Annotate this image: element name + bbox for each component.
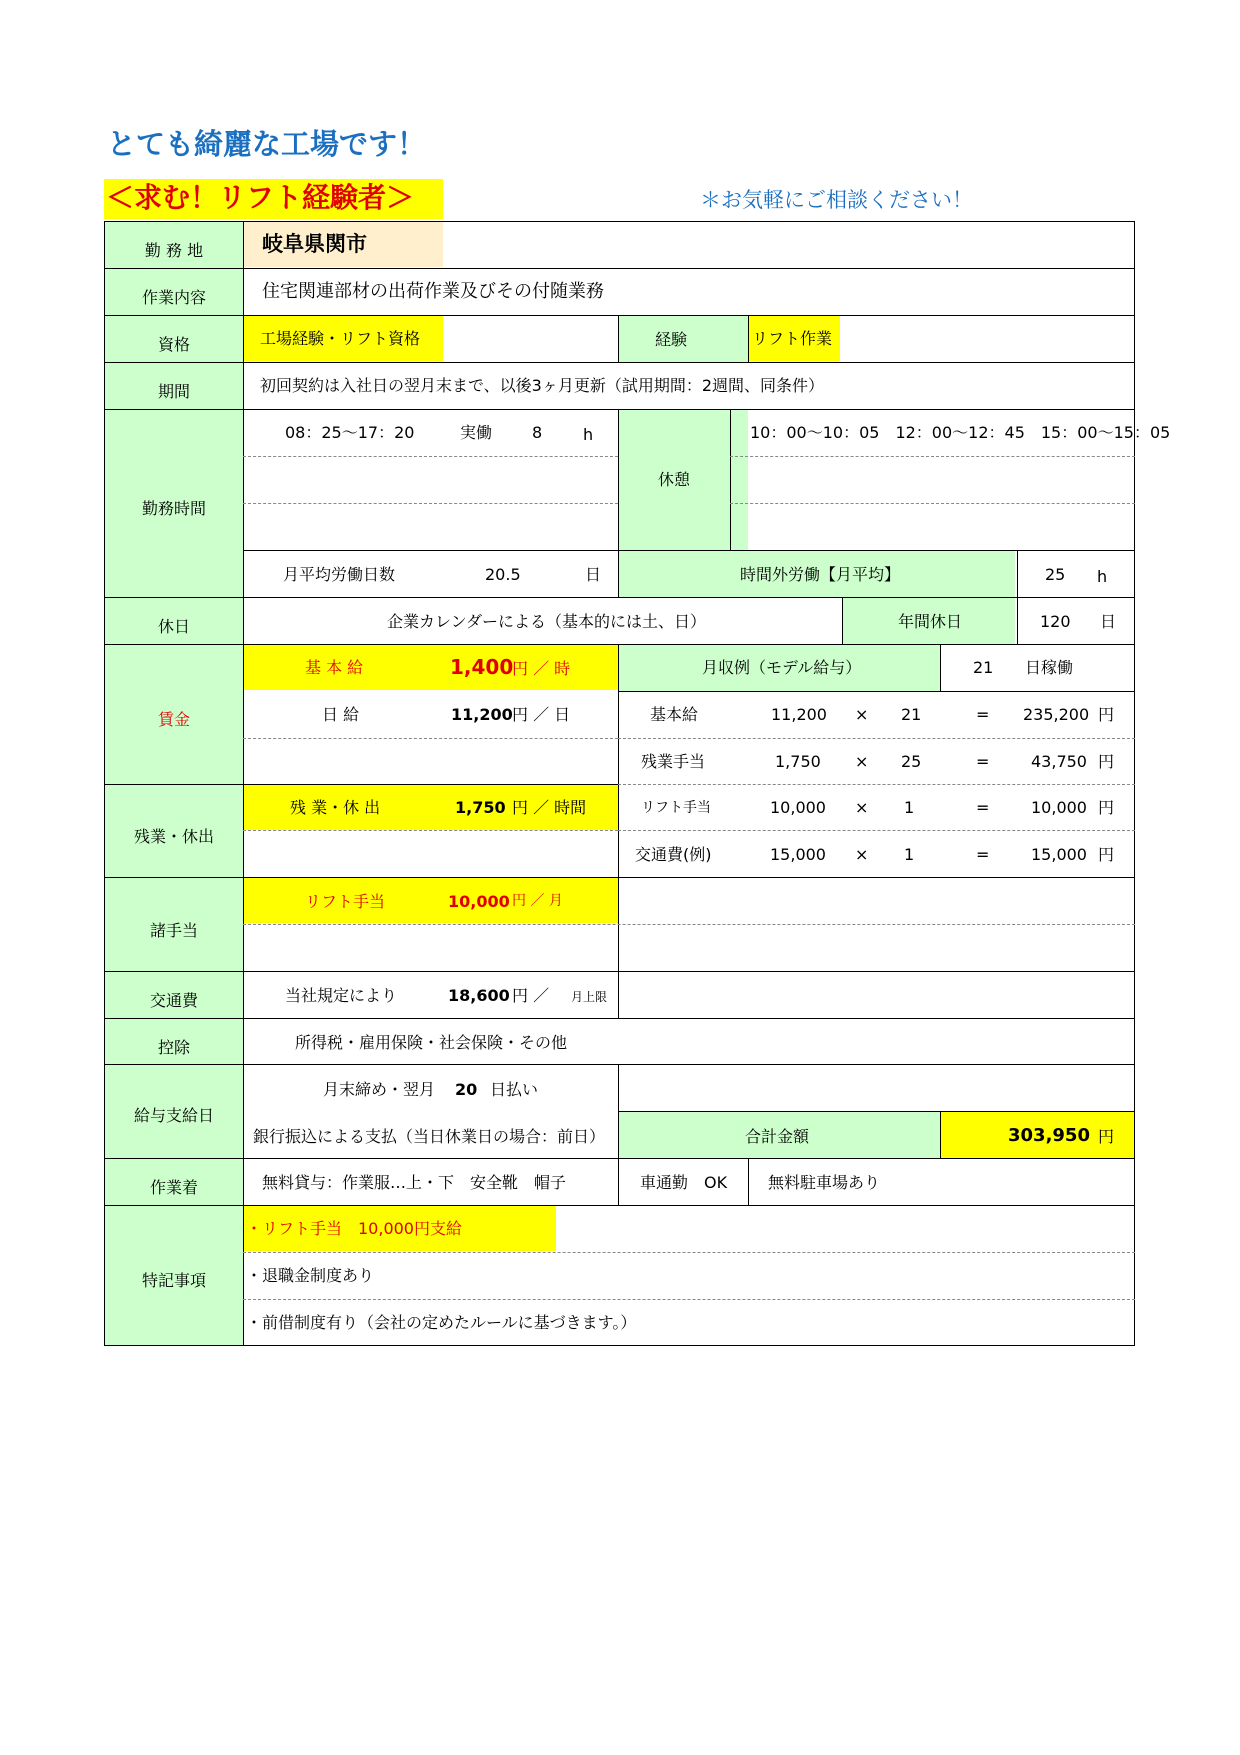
- daily-pay-label: 日 給: [322, 705, 360, 724]
- lift-allowance-unit: 円 ／ 月: [512, 893, 563, 909]
- recruit-banner: ＜求む！リフト経験者＞: [106, 181, 415, 214]
- label-overtime-holiday: 残業・休出: [133, 827, 214, 846]
- model-days: 21: [973, 658, 994, 677]
- payday-text-a: 月末締め・翌月: [323, 1080, 436, 1099]
- payday-day: 20: [455, 1080, 478, 1099]
- overtime-pay-rate: 1,750: [455, 798, 506, 817]
- overtime-pay-unit: 円 ／ 時間: [512, 798, 587, 817]
- base-pay-label: 基 本 給: [305, 658, 364, 677]
- model-row-amount: 15,000: [1031, 845, 1087, 864]
- model-row-times: ×: [855, 845, 869, 864]
- transport-limit: 月上限: [571, 990, 608, 1004]
- model-row-rate: 10,000: [770, 798, 826, 817]
- model-days-unit: 日稼働: [1025, 658, 1074, 677]
- work-value: 住宅関連部材の出荷作業及びその付随業務: [262, 281, 604, 302]
- overtime-hours: 25: [1045, 565, 1066, 584]
- model-row-qty: 1: [904, 845, 915, 864]
- total-unit: 円: [1098, 1127, 1115, 1146]
- model-row-times: ×: [855, 705, 869, 724]
- model-row-eq: =: [976, 798, 990, 817]
- days-unit: 日: [585, 565, 602, 584]
- label-location: 勤 務 地: [144, 241, 204, 260]
- deduction-value: 所得税・雇用保険・社会保険・その他: [295, 1033, 568, 1052]
- label-work: 作業内容: [141, 288, 206, 307]
- model-row-rate: 11,200: [771, 705, 827, 724]
- hours-unit: h: [583, 425, 594, 444]
- overtime-pay-label: 残 業・休 出: [290, 798, 381, 817]
- hours-time: 08：25～17：20: [285, 423, 415, 442]
- annual-value: 120: [1040, 612, 1071, 631]
- transport-unit: 円 ／: [512, 986, 550, 1005]
- label-hours: 勤務時間: [141, 499, 206, 518]
- label-payday: 給与支給日: [133, 1106, 214, 1125]
- break-times: 10：00～10：05 12：00～12：45 15：00～15：05: [750, 423, 1171, 442]
- parking-value: 無料駐車場あり: [768, 1173, 881, 1192]
- special-note: ・リフト手当 10,000円支給: [246, 1219, 462, 1238]
- experience-value: リフト作業: [752, 329, 833, 348]
- special-note: ・前借制度有り（会社の定めたルールに基づきます。）: [246, 1313, 637, 1332]
- car-commute: 車通勤 OK: [640, 1173, 728, 1192]
- model-row-unit: 円: [1098, 798, 1115, 817]
- location-value: 岐阜県関市: [262, 232, 367, 256]
- label-transport: 交通費: [149, 991, 198, 1010]
- model-row-rate: 15,000: [770, 845, 826, 864]
- consult-note: ＊お気軽にご相談ください！: [700, 188, 973, 212]
- model-row-eq: =: [976, 705, 990, 724]
- hours-actual: 8: [532, 423, 543, 442]
- page-title: とても綺麗な工場です！: [107, 127, 427, 161]
- model-row-label: 残業手当: [641, 752, 706, 771]
- break-label: 休憩: [658, 470, 691, 489]
- payday-text-b: 日払い: [490, 1080, 539, 1099]
- annual-unit: 日: [1100, 612, 1117, 631]
- model-row-unit: 円: [1098, 705, 1115, 724]
- model-row-times: ×: [855, 752, 869, 771]
- model-row-label: 基本給: [650, 705, 699, 724]
- daily-pay-unit: 円 ／ 日: [512, 705, 571, 724]
- uniform-value: 無料貸与：作業服…上・下 安全靴 帽子: [262, 1173, 567, 1192]
- model-row-rate: 1,750: [775, 752, 821, 771]
- model-row-eq: =: [976, 752, 990, 771]
- label-allowances: 諸手当: [149, 921, 198, 940]
- holiday-value: 企業カレンダーによる（基本的には土、日）: [387, 612, 706, 631]
- model-row-unit: 円: [1098, 752, 1115, 771]
- annual-label: 年間休日: [898, 612, 963, 631]
- model-row-qty: 21: [901, 705, 922, 724]
- model-label: 月収例（モデル給与）: [702, 658, 862, 677]
- model-row-amount: 43,750: [1031, 752, 1087, 771]
- transport-text: 当社規定により: [285, 986, 398, 1005]
- model-row-label: リフト手当: [641, 800, 711, 816]
- base-pay-rate: 1,400: [450, 655, 514, 679]
- hours-actual-label: 実働: [460, 423, 493, 442]
- lift-allowance-amount: 10,000: [448, 892, 510, 911]
- label-deduction: 控除: [157, 1038, 190, 1057]
- qualification-value: 工場経験・リフト資格: [260, 329, 421, 348]
- label-period: 期間: [157, 382, 190, 401]
- period-value: 初回契約は入社日の翌月末まで、以後3ヶ月更新（試用期間：2週間、同条件）: [260, 376, 825, 395]
- model-row-times: ×: [855, 798, 869, 817]
- transport-amount: 18,600: [448, 986, 510, 1005]
- overtime-label: 時間外労働【月平均】: [740, 565, 901, 584]
- special-note: ・退職金制度あり: [246, 1266, 375, 1285]
- days-label: 月平均労働日数: [283, 565, 396, 584]
- overtime-unit: h: [1097, 567, 1108, 586]
- label-qualification: 資格: [157, 335, 190, 354]
- total-label: 合計金額: [745, 1127, 810, 1146]
- model-row-unit: 円: [1098, 845, 1115, 864]
- model-row-label: 交通費(例): [635, 845, 712, 864]
- model-row-amount: 235,200: [1023, 705, 1090, 724]
- label-wage: 賃金: [157, 710, 190, 729]
- lift-allowance-label: リフト手当: [305, 892, 386, 911]
- model-row-eq: =: [976, 845, 990, 864]
- model-row-amount: 10,000: [1031, 798, 1087, 817]
- label-holiday: 休日: [157, 617, 190, 636]
- model-row-qty: 25: [901, 752, 922, 771]
- payday-method: 銀行振込による支払（当日休業日の場合：前日）: [253, 1127, 606, 1146]
- total-value: 303,950: [1008, 1125, 1090, 1146]
- model-row-qty: 1: [904, 798, 915, 817]
- daily-pay-amount: 11,200: [451, 705, 513, 724]
- days-value: 20.5: [485, 565, 521, 584]
- base-pay-unit: 円 ／ 時: [512, 659, 571, 678]
- label-uniform: 作業着: [149, 1178, 198, 1197]
- label-special: 特記事項: [141, 1271, 206, 1290]
- experience-label: 経験: [655, 330, 688, 349]
